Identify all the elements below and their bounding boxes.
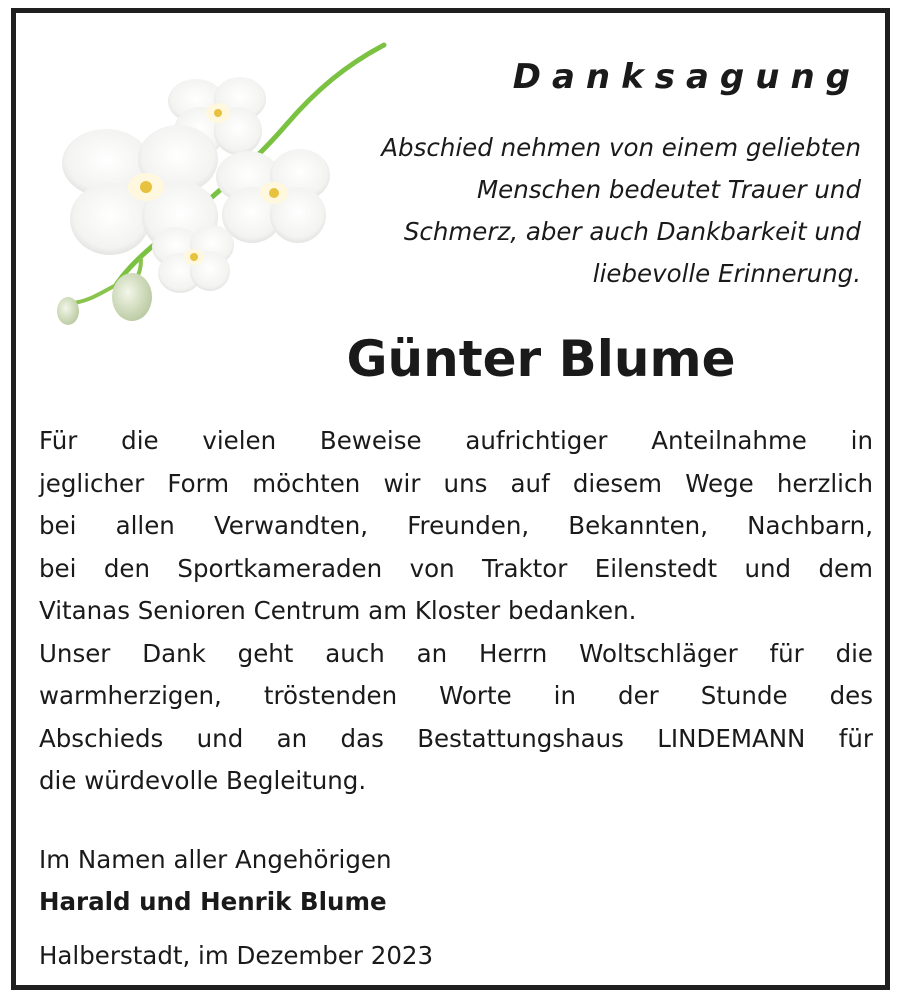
deceased-name: Günter Blume	[346, 330, 736, 388]
body-line: jeglicher Form möchten wir uns auf diesem Wege herzlich	[39, 468, 873, 498]
body-line: die würdevolle Begleitung.	[39, 766, 367, 795]
body-line: Vitanas Senioren Centrum am Kloster bedanken.	[39, 596, 637, 625]
regards-line: Im Namen aller Angehörigen	[39, 845, 392, 874]
signers-names: Harald und Henrik Blume	[39, 887, 387, 916]
intro-text	[301, 127, 861, 295]
body-line: Abschieds und an das Bestattungshaus LINDEMANN für	[39, 723, 873, 753]
notice-frame	[11, 8, 890, 990]
place-and-date: Halberstadt, im Dezember 2023	[39, 941, 434, 970]
intro-line: liebevolle Erinnerung.	[592, 259, 861, 288]
intro-line: Schmerz, aber auch Dankbarkeit und	[403, 217, 861, 246]
heading-danksagung: Danksagung	[512, 57, 861, 97]
intro-line: Abschied nehmen von einem geliebten	[381, 133, 861, 162]
body-text	[39, 420, 873, 803]
body-line: bei den Sportkameraden von Traktor Eilenstedt und dem	[39, 553, 873, 583]
body-line: Unser Dank geht auch an Herrn Woltschläger für die	[39, 638, 873, 668]
body-line: bei allen Verwandten, Freunden, Bekannten, Nachbarn,	[39, 511, 873, 540]
intro-line: Menschen bedeutet Trauer und	[477, 175, 861, 204]
body-line: Für die vielen Beweise aufrichtiger Anteilnahme in	[39, 426, 873, 455]
body-line: warmherzigen, tröstenden Worte in der Stunde des	[39, 681, 873, 710]
